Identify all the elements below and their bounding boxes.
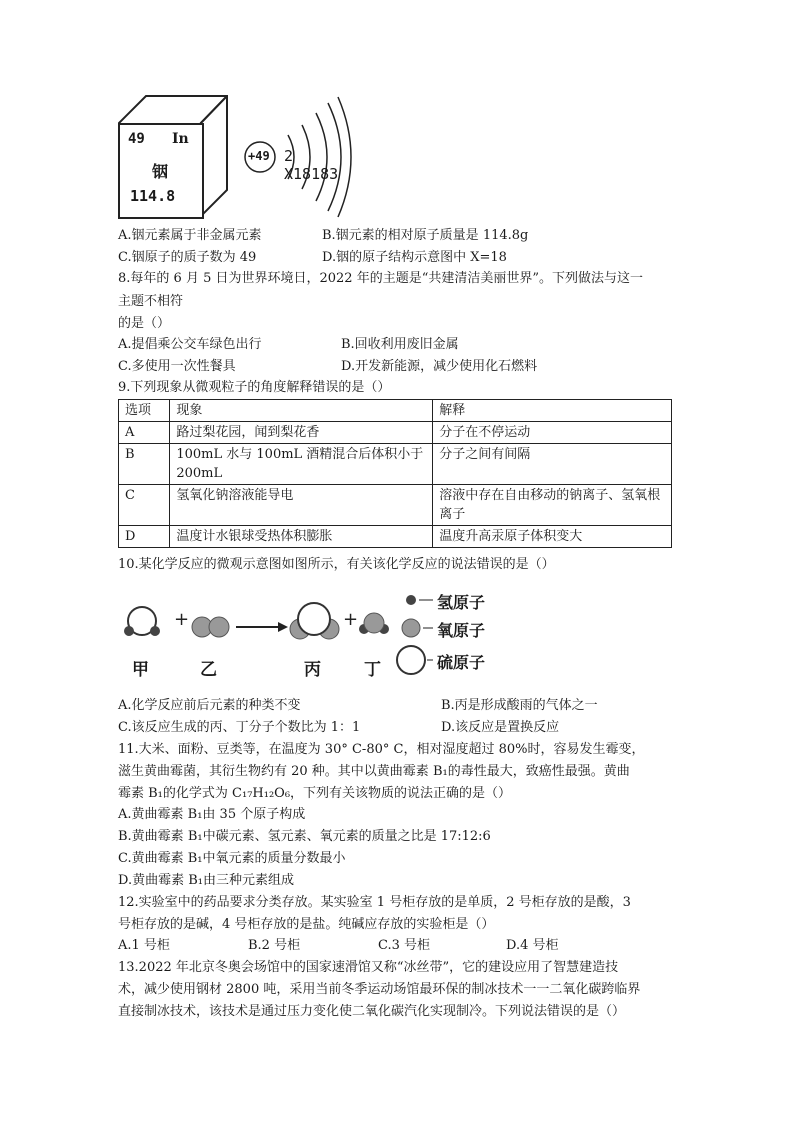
element-tile: [118, 95, 228, 220]
header-option: 选项: [119, 400, 170, 422]
q12-option-b: B.2 号柜: [248, 938, 301, 953]
label-yi: 乙: [200, 660, 217, 680]
q9-stem: 9.下列现象从微观粒子的角度解释错误的是（）: [118, 380, 391, 395]
tile-side-face: [200, 95, 228, 220]
header-phenomenon: 现象: [170, 400, 433, 422]
atomic-structure-diagram: [240, 95, 355, 220]
atomic-mass: 114.8: [130, 187, 176, 205]
row-phenomenon: 温度计水银球受热体积膨胀: [170, 526, 433, 548]
table-row: [119, 526, 672, 548]
q11-option-d: D.黄曲霉素 B₁由三种元素组成: [118, 873, 294, 888]
q10-option-d: D.该反应是置换反应: [441, 720, 560, 735]
tile-front-face: [118, 123, 204, 219]
row-explanation: 溶液中存在自由移动的钠离子、氢氧根离子: [433, 485, 672, 526]
row-option: A: [119, 422, 170, 444]
row-option: C: [119, 485, 170, 526]
row-option: B: [119, 444, 170, 485]
atomic-number: 49: [128, 131, 145, 147]
table-header-row: [119, 400, 672, 422]
nucleus-charge: +49: [248, 149, 270, 163]
label-jia: 甲: [132, 660, 149, 680]
row-explanation: 温度升高汞原子体积变大: [433, 526, 672, 548]
q10-stem: 10.某化学反应的微观示意图如图所示，有关该化学反应的说法错误的是（）: [118, 557, 555, 572]
table-row: [119, 422, 672, 444]
q12-stem-line2: 号柜存放的是碱，4 号柜存放的是盐。纯碱应存放的实验柜是（）: [118, 917, 495, 932]
q8-option-a: A.提倡乘公交车绿色出行: [118, 337, 262, 352]
reaction-molecules: [118, 585, 408, 655]
q8-option-c: C.多使用一次性餐具: [118, 359, 236, 374]
legend-oxygen: 氧原子: [437, 621, 486, 640]
row-phenomenon: 路过梨花园，闻到梨花香: [170, 422, 433, 444]
q8-stem-line3: 的是（）: [118, 316, 171, 331]
q8-stem-line2: 主题不相符: [118, 294, 184, 309]
q10-option-a: A.化学反应前后元素的种类不变: [118, 698, 301, 713]
legend-symbols: [395, 588, 435, 678]
row-explanation: 分子在不停运动: [433, 422, 672, 444]
q10-option-b: B.丙是形成酸雨的气体之一: [441, 698, 598, 713]
q7-option-c: C.铟原子的质子数为 49: [118, 250, 257, 265]
q8-option-b: B.回收利用废旧金属: [341, 337, 459, 352]
svg-text:+: +: [174, 609, 190, 630]
q11-option-a: A.黄曲霉素 B₁由 35 个原子构成: [118, 807, 306, 822]
element-name: 铟: [152, 162, 169, 181]
table-row: [119, 485, 672, 526]
legend-hydrogen: 氢原子: [437, 593, 486, 612]
svg-text:+: +: [343, 609, 359, 630]
q13-stem-line1: 13.2022 年北京冬奥会场馆中的国家速滑馆又称“冰丝带”，它的建设应用了智慧建造技: [118, 960, 619, 975]
atom-legend: [395, 588, 525, 678]
legend-sulfur: 硫原子: [437, 653, 486, 672]
q12-option-c: C.3 号柜: [378, 938, 431, 953]
q13-stem-line2: 术，减少使用钢材 2800 吨，采用当前冬季运动场馆最环保的制冰技术一一二氧化碳跨临界: [118, 982, 641, 997]
header-explanation: 解释: [433, 400, 672, 422]
q10-option-c: C.该反应生成的丙、丁分子个数比为 1：1: [118, 720, 361, 735]
q7-option-b: B.铟元素的相对原子质量是 114.8g: [322, 228, 529, 243]
q8-option-d: D.开发新能源，减少使用化石燃料: [341, 359, 538, 374]
q12-option-d: D.4 号柜: [506, 938, 559, 953]
q11-stem-line1: 11.大米、面粉、豆类等，在温度为 30° C-80° C，相对湿度超过 80%时，容易发生霉变，: [118, 742, 645, 757]
table-row: [119, 444, 672, 485]
q8-stem-line1: 8.每年的 6 月 5 日为世界环境日，2022 年的主题是“共建清洁美丽世界”。下列做法与这一: [118, 271, 643, 286]
element-symbol: In: [172, 131, 189, 147]
q11-stem-line3: 霉素 B₁的化学式为 C₁₇H₁₂O₆，下列有关该物质的说法正确的是（）: [118, 786, 512, 801]
label-ding: 丁: [364, 660, 381, 680]
label-bing: 丙: [304, 660, 321, 680]
q7-option-d: D.铟的原子结构示意图中 X=18: [322, 250, 507, 265]
q7-option-a: A.铟元素属于非金属元素: [118, 228, 262, 243]
q11-option-b: B.黄曲霉素 B₁中碳元素、氢元素、氧元素的质量之比是 17:12:6: [118, 829, 491, 844]
q12-option-a: A.1 号柜: [118, 938, 170, 953]
q12-stem-line1: 12.实验室中的药品要求分类存放。某实验室 1 号柜存放的是单质，2 号柜存放的是酸，3: [118, 895, 631, 910]
q13-stem-line3: 直接制冰技术，该技术是通过压力变化使二氧化碳汽化实现制冷。下列说法错误的是（）: [118, 1004, 626, 1019]
q11-stem-line2: 滋生黄曲霉菌，其衍生物约有 20 种。其中以黄曲霉素 B₁的毒性最大，致癌性最强。黄曲: [118, 764, 630, 779]
q11-option-c: C.黄曲霉素 B₁中氧元素的质量分数最小: [118, 851, 346, 866]
shell-electrons: 2 X18183: [284, 147, 339, 183]
row-phenomenon: 氢氧化钠溶液能导电: [170, 485, 433, 526]
row-phenomenon: 100mL 水与 100mL 酒精混合后体积小于 200mL: [170, 444, 433, 485]
q9-table: [118, 399, 672, 548]
row-explanation: 分子之间有间隔: [433, 444, 672, 485]
row-option: D: [119, 526, 170, 548]
